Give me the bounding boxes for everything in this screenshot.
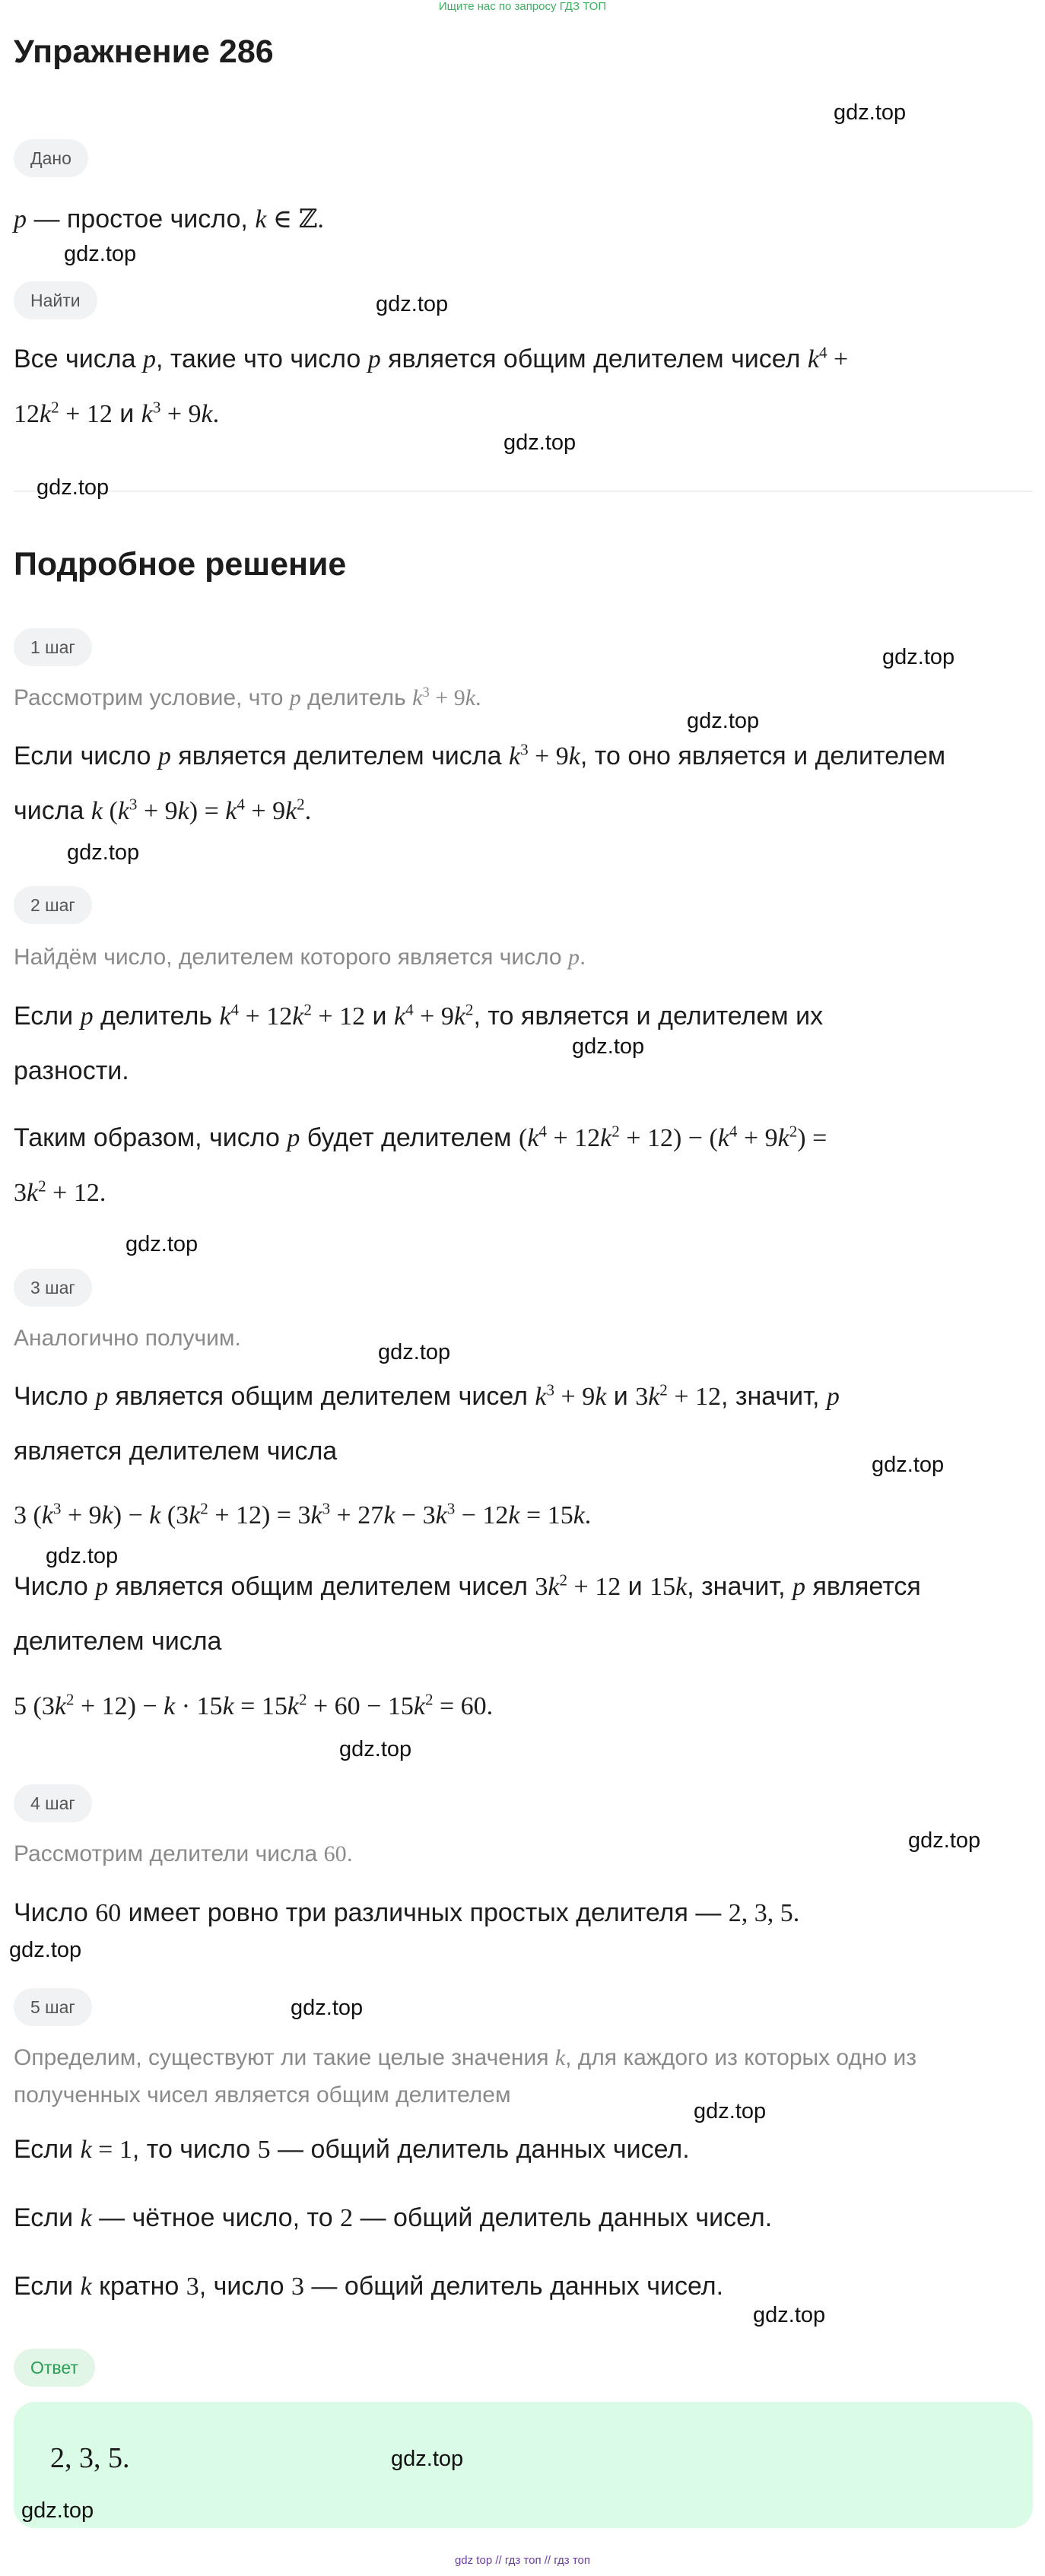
watermark: gdz.top bbox=[753, 2303, 826, 2327]
step-3-line-2: является делителем числа bbox=[14, 1437, 338, 1466]
step-5-hint-line-2: полученных чисел является общим делителем bbox=[14, 2082, 511, 2107]
watermark: gdz.top bbox=[67, 840, 140, 865]
watermark: gdz.top bbox=[339, 1737, 412, 1761]
step-5-line-1: Если k = 1, то число 5 — общий делитель данных чисел. bbox=[14, 2135, 690, 2164]
step-2-line-2: разности. bbox=[14, 1056, 129, 1085]
watermark: gdz.top bbox=[572, 1034, 645, 1059]
page-title: Упражнение 286 bbox=[14, 33, 274, 70]
watermark: gdz.top bbox=[834, 100, 907, 125]
top-search-link[interactable]: Ищите нас по запросу ГДЗ ТОП bbox=[438, 0, 607, 13]
watermark: gdz.top bbox=[64, 242, 137, 266]
watermark: gdz.top bbox=[872, 1453, 945, 1477]
watermark: gdz.top bbox=[882, 645, 955, 669]
watermark: gdz.top bbox=[391, 2447, 464, 2471]
step-4-label: 4 шаг bbox=[14, 1784, 92, 1822]
watermark: gdz.top bbox=[376, 292, 449, 316]
step-1-line-1: Если число p является делителем числа $k^3 + 9k$, то оно является и делителем bbox=[14, 740, 946, 770]
find-text-line-1: Все числа p, такие что число p является общим делителем чисел $k^4$ + bbox=[14, 343, 849, 373]
find-label: Найти bbox=[14, 281, 97, 319]
step-5-line-2: Если k — чётное число, то 2 — общий делитель данных чисел. bbox=[14, 2203, 773, 2232]
step-1-hint: Рассмотрим условие, что p делитель $k^3 + 9k$. bbox=[14, 684, 481, 710]
watermark: gdz.top bbox=[687, 709, 760, 733]
step-2-line-1: Если p делитель $k^4 + 12k^2 + 12$ и $k^4 + 9k^2$, то является и делителем их bbox=[14, 1000, 824, 1031]
step-1-label: 1 шаг bbox=[14, 628, 92, 666]
step-3-line-3: 3 $(k^3 + 9k) - k$ $(3k^2 + 12) = 3k^3 + 27k - 3k^3 - 12k = 15k$. bbox=[14, 1499, 592, 1529]
step-2-label: 2 шаг bbox=[14, 886, 92, 924]
answer-value: 2, 3, 5. bbox=[50, 2442, 130, 2474]
watermark: gdz.top bbox=[378, 1340, 451, 1364]
watermark: gdz.top bbox=[9, 1938, 82, 1962]
step-3-line-4: Число p является общим делителем чисел $3k^2 + 12$ и 15k, значит, p является bbox=[14, 1571, 921, 1601]
step-3-hint: Аналогично получим. bbox=[14, 1326, 241, 1351]
step-3-line-6: 5 $(3k^2 + 12) - k \cdot 15k = 15k^2 + 60 - 15k^2 = 60$. bbox=[14, 1690, 494, 1720]
watermark: gdz.top bbox=[694, 2099, 767, 2123]
watermark: gdz.top bbox=[291, 1996, 364, 2020]
step-1-line-2: числа k $(k^3 + 9k) = k^4 + 9k^2$. bbox=[14, 795, 312, 825]
step-4-line-1: Число 60 имеет ровно три различных простых делителя — 2, 3, 5. bbox=[14, 1898, 800, 1927]
step-2-hint: Найдём число, делителем которого является число p. bbox=[14, 945, 586, 970]
solution-title: Подробное решение bbox=[14, 546, 347, 583]
step-2-line-3: Таким образом, число p будет делителем $(k^4 + 12k^2 + 12) - (k^4 + 9k^2)$ = bbox=[14, 1122, 827, 1152]
step-3-label: 3 шаг bbox=[14, 1269, 92, 1307]
watermark: gdz.top bbox=[37, 475, 110, 500]
step-3-line-1: Число p является общим делителем чисел $k^3 + 9k$ и $3k^2 + 12$, значит, p bbox=[14, 1380, 840, 1411]
watermark: gdz.top bbox=[503, 430, 576, 455]
step-5-hint-line-1: Определим, существуют ли такие целые значения k, для каждого из которых одно из bbox=[14, 2045, 917, 2070]
step-3-line-5: делителем числа bbox=[14, 1627, 222, 1656]
watermark: gdz.top bbox=[908, 1828, 981, 1853]
step-4-hint: Рассмотрим делители числа 60. bbox=[14, 1841, 353, 1866]
section-divider bbox=[14, 491, 1033, 492]
step-5-label: 5 шаг bbox=[14, 1988, 92, 2026]
step-5-line-3: Если k кратно 3, число 3 — общий делитель данных чисел. bbox=[14, 2272, 724, 2301]
watermark: gdz.top bbox=[46, 1544, 119, 1568]
footer-links[interactable]: gdz top // гдз топ // гдз топ bbox=[454, 2554, 591, 2567]
step-2-line-4: $3k^2 + 12$. bbox=[14, 1177, 106, 1207]
given-label: Дано bbox=[14, 139, 88, 177]
answer-box bbox=[14, 2402, 1033, 2528]
watermark: gdz.top bbox=[125, 1232, 199, 1256]
watermark: gdz.top bbox=[21, 2498, 94, 2523]
given-text: p — простое число, k ∈ ℤ. bbox=[14, 205, 324, 233]
find-text-line-2: $12k^2 + 12$ и $k^3 + 9k$. bbox=[14, 398, 220, 428]
answer-label: Ответ bbox=[14, 2349, 95, 2387]
